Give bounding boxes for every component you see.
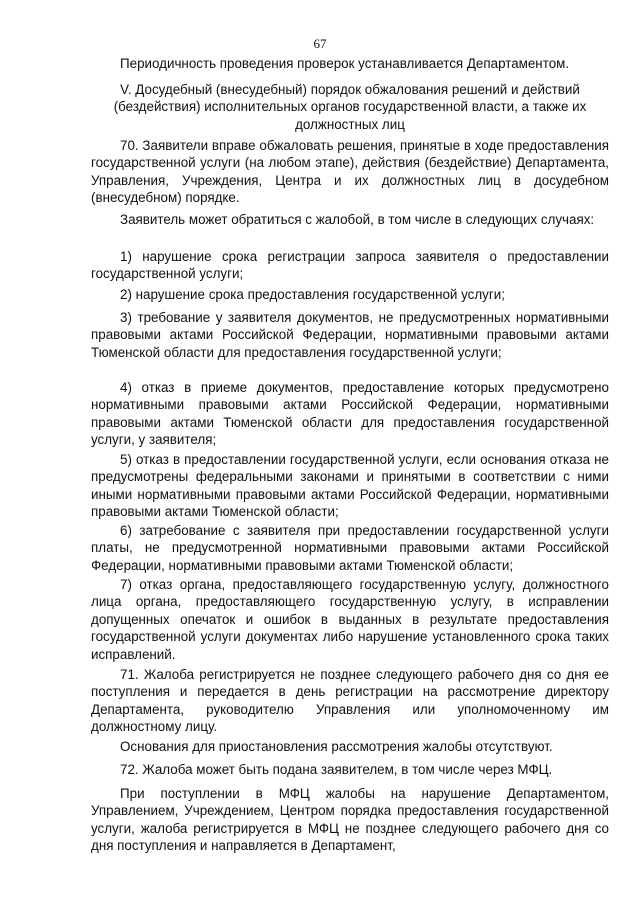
paragraph-71: 71. Жалоба регистрируется не позднее следующего рабочего дня со дня ее поступления и передается в день регистрации на рассмотрение директору Департамента, руководителю Управления или уполномоченному им должностному лицу. [91,667,609,735]
paragraph-no-suspension: Основания для приостановления рассмотрения жалобы отсутствуют. [120,739,553,754]
paragraph-72: 72. Жалоба может быть подана заявителем, в том числе через МФЦ. [120,762,553,777]
section-heading: V. Досудебный (внесудебный) порядок обжалования решений и действий (бездействия) исполнительных органов государственной власти, а также их должностных лиц [113,82,587,132]
list-item-1: 1) нарушение срока регистрации запроса заявителя о предоставлении государственной услуги; [91,249,609,282]
paragraph-inspection-frequency: Периодичность проведения проверок устанавливается Департаментом. [120,56,570,71]
paragraph-complaint-cases: Заявитель может обратиться с жалобой, в том числе в следующих случаях: [120,212,595,227]
list-item-5: 5) отказ в предоставлении государственной услуги, если основания отказа не предусмотрены федеральными законами и принятыми в соответствии с ними иными нормативными правовыми актами Российской Федерации, нормативными правовыми актами Тюменской области; [91,452,609,520]
list-item-6: 6) затребование с заявителя при предоставлении государственной услуги платы, не предусмотренной нормативными правовыми актами Российской Федерации, нормативными правовыми актами Тюменской области; [91,523,609,573]
paragraph-mfc-receipt: При поступлении в МФЦ жалобы на нарушение Департаментом, Управлением, Учреждением, Центром порядка предоставления государственной услуги, жалоба регистрируется в МФЦ не позднее следующего рабочего дня со дня поступления и направляется в Департамент, [91,786,609,854]
list-item-3: 3) требование у заявителя документов, не предусмотренных нормативными правовыми актами Российской Федерации, нормативными правовыми актами Тюменской области для предоставления государственной услуги; [91,310,609,360]
list-item-2: 2) нарушение срока предоставления государственной услуги; [120,287,505,302]
list-item-7: 7) отказ органа, предоставляющего государственную услугу, должностного лица органа, предоставляющего государственную услугу, в исправлении допущенных опечаток и ошибок в выданных в результате предоставления государственной услуги документах либо нарушение установленного срока таких исправлений. [91,577,609,662]
paragraph-70: 70. Заявители вправе обжаловать решения, принятые в ходе предоставления государственной услуги (на любом этапе), действия (бездействие) Департамента, Управления, Учреждения, Центра и их должностных лиц в досудебном (внесудебном) порядке. [91,138,609,206]
page-number: 67 [313,36,327,51]
list-item-4: 4) отказ в приеме документов, предоставление которых предусмотрено нормативными правовыми актами Российской Федерации, нормативными правовыми актами Тюменской области для предоставления государственной услуги, у заявителя; [91,380,609,448]
